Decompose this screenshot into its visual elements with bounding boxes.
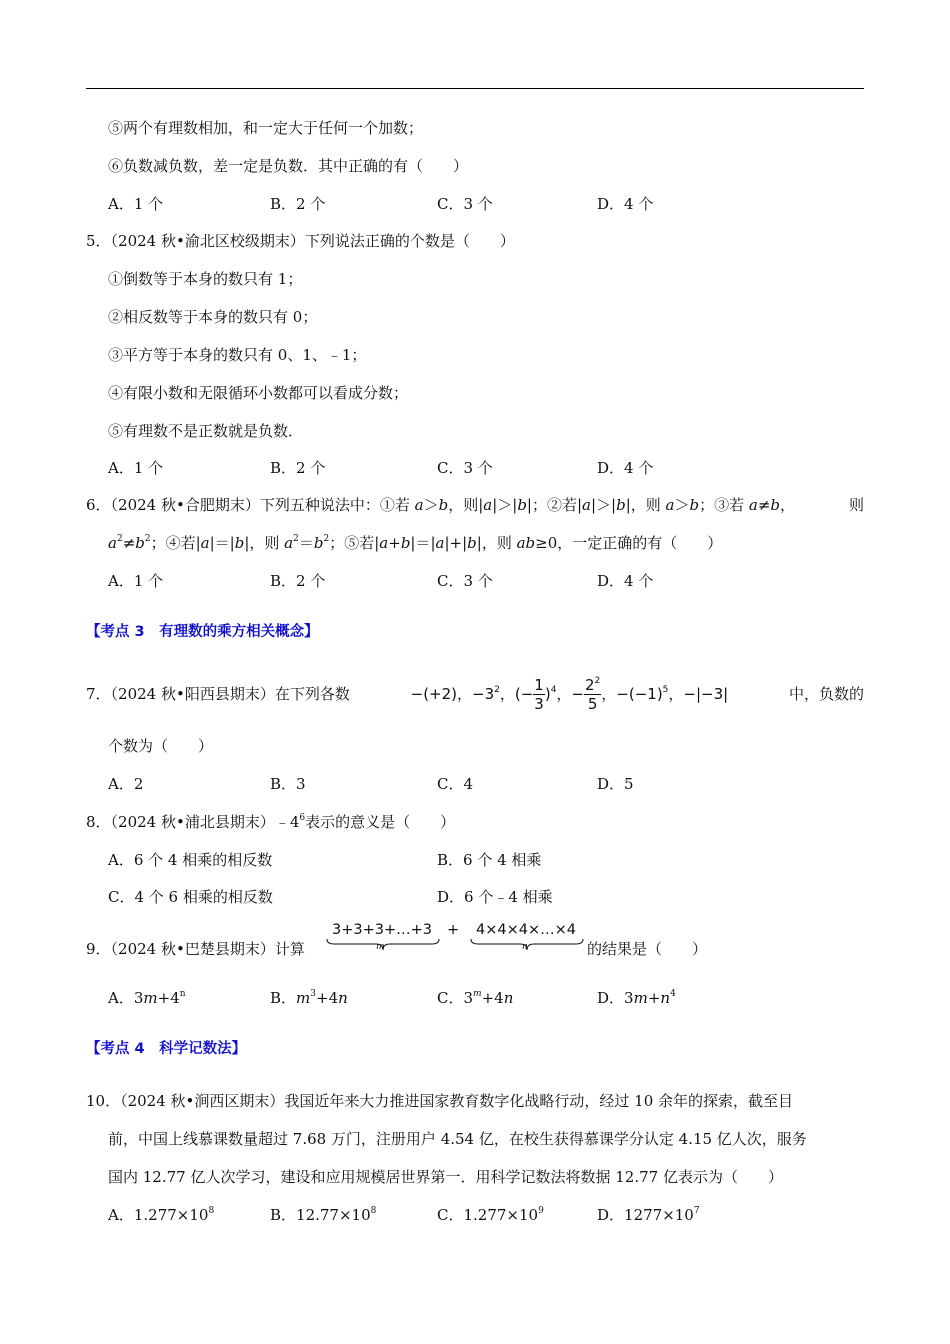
- q5-stem: 5．（2024 秋•渝北区校级期末）下列说法正确的个数是（ ）: [86, 232, 515, 250]
- q6-option-d: D．4 个: [597, 572, 654, 590]
- q9-option-a: A．$3m+4^n$: [108, 989, 186, 1007]
- q5-item-1: ①倒数等于本身的数只有 1；: [108, 270, 303, 288]
- q7-stem-line-2: 个数为（ ）: [108, 737, 214, 755]
- q5-item-4: ④有限小数和无限循环小数都可以看成分数；: [108, 384, 409, 402]
- q10-option-c: C．$1.277\times 10^9$: [437, 1206, 544, 1224]
- q9-option-b: B．$m^3+4n$: [270, 989, 348, 1007]
- section-4-heading: 【考点 4 科学记数法】: [86, 1041, 247, 1057]
- q6-option-b: B．2 个: [270, 572, 326, 590]
- q6-option-a: A．1 个: [108, 572, 164, 590]
- q7-option-a: A．2: [108, 775, 144, 793]
- q4-option-b: B．2 个: [270, 195, 326, 213]
- q10-option-d: D．$1277\times 10^7$: [597, 1206, 700, 1224]
- q4-item-5: ⑤两个有理数相加，和一定大于任何一个加数；: [108, 119, 424, 137]
- q10-option-a: A．$1.277\times 10^8$: [108, 1206, 215, 1224]
- q7-number-list: −(+2)，$-3^2$，(− $\frac{1}{3}$ )$^4$，− $\frac{2^2}{5}$ ，$-(-1)^5$，−|−3|: [410, 676, 729, 713]
- q10-stem-line-2: 前，中国上线慕课数量超过 7.68 万门，注册用户 4.54 亿，在校生获得慕课学分认定 4.15 亿人次，服务: [108, 1130, 807, 1148]
- q7-stem-line-1: 7．（2024 秋•阳西县期末）在下列各数 −(+2)，$-3^2$，(− $\frac{1}{3}$ )$^4$，− $\frac{2^2}{5}$ ，$-(-1)^5$，−|−3| 中，负数的: [86, 672, 864, 716]
- q8-option-c: C．4 个 6 相乘的相反数: [108, 888, 273, 906]
- section-3-heading: 【考点 3 有理数的乘方相关概念】: [86, 624, 319, 640]
- q9-brace-label-m: m: [376, 942, 385, 952]
- q9-option-d: D．$3m+n^4$: [597, 989, 676, 1007]
- q7-option-b: B．3: [270, 775, 306, 793]
- q6-stem-line-2: $a^2\ne b^2$；④若|a|＝|b|，则 $a^2=b^2$；⑤若|a+b|＝|a|+|b|，则 ab≥0，一定正确的有（ ）: [108, 534, 723, 552]
- q9-product-expression: 4×4×4×…×4: [476, 922, 576, 938]
- q4-option-d: D．4 个: [597, 195, 654, 213]
- q8-option-a: A．6 个 4 相乘的相反数: [108, 851, 273, 869]
- header-rule: [86, 88, 864, 89]
- q4-option-c: C．3 个: [437, 195, 493, 213]
- q5-option-d: D．4 个: [597, 459, 654, 477]
- q9-stem-prefix: 9．（2024 秋•巴楚县期末）计算: [86, 940, 305, 958]
- q8-option-d: D．6 个﹣4 相乘: [437, 888, 553, 906]
- q9-option-c: C．$3^m+4n$: [437, 989, 514, 1007]
- q4-option-a: A．1 个: [108, 195, 164, 213]
- q9-plus-sign: +: [447, 922, 460, 938]
- q10-stem-line-3: 国内 12.77 亿人次学习，建设和应用规模居世界第一．用科学记数法将数据 12.77 亿表示为（ ）: [108, 1168, 783, 1186]
- q4-item-6: ⑥负数减负数，差一定是负数．其中正确的有（ ）: [108, 157, 469, 175]
- q8-option-b: B．6 个 4 相乘: [437, 851, 542, 869]
- q10-stem-line-1: 10．（2024 秋•涧西区期末）我国近年来大力推进国家教育数字化战略行动，经过 10 余年的探索，截至目: [86, 1092, 794, 1110]
- q9-stem-suffix: 的结果是（ ）: [587, 940, 708, 958]
- q7-option-d: D．5: [597, 775, 634, 793]
- q9-sum-expression: 3+3+3+…+3: [332, 922, 432, 938]
- q10-option-b: B．$12.77\times 10^8$: [270, 1206, 377, 1224]
- q6-option-c: C．3 个: [437, 572, 493, 590]
- q6-stem-line-1: 6．（2024 秋•合肥期末）下列五种说法中：①若 a＞b，则|a|＞|b|；②若|a|＞|b|，则 a＞b；③若 a≠b， 则: [86, 496, 864, 514]
- q5-item-5: ⑤有理数不是正数就是负数．: [108, 422, 304, 440]
- q5-item-3: ③平方等于本身的数只有 0、1、﹣1；: [108, 346, 367, 364]
- q5-option-a: A．1 个: [108, 459, 164, 477]
- q9-brace-label-n: n: [522, 942, 528, 952]
- q7-option-c: C．4: [437, 775, 474, 793]
- q5-option-b: B．2 个: [270, 459, 326, 477]
- q5-option-c: C．3 个: [437, 459, 493, 477]
- q8-stem: 8．（2024 秋•浦北县期末）$﹣4^6$表示的意义是（ ）: [86, 813, 456, 831]
- q5-item-2: ②相反数等于本身的数只有 0；: [108, 308, 318, 326]
